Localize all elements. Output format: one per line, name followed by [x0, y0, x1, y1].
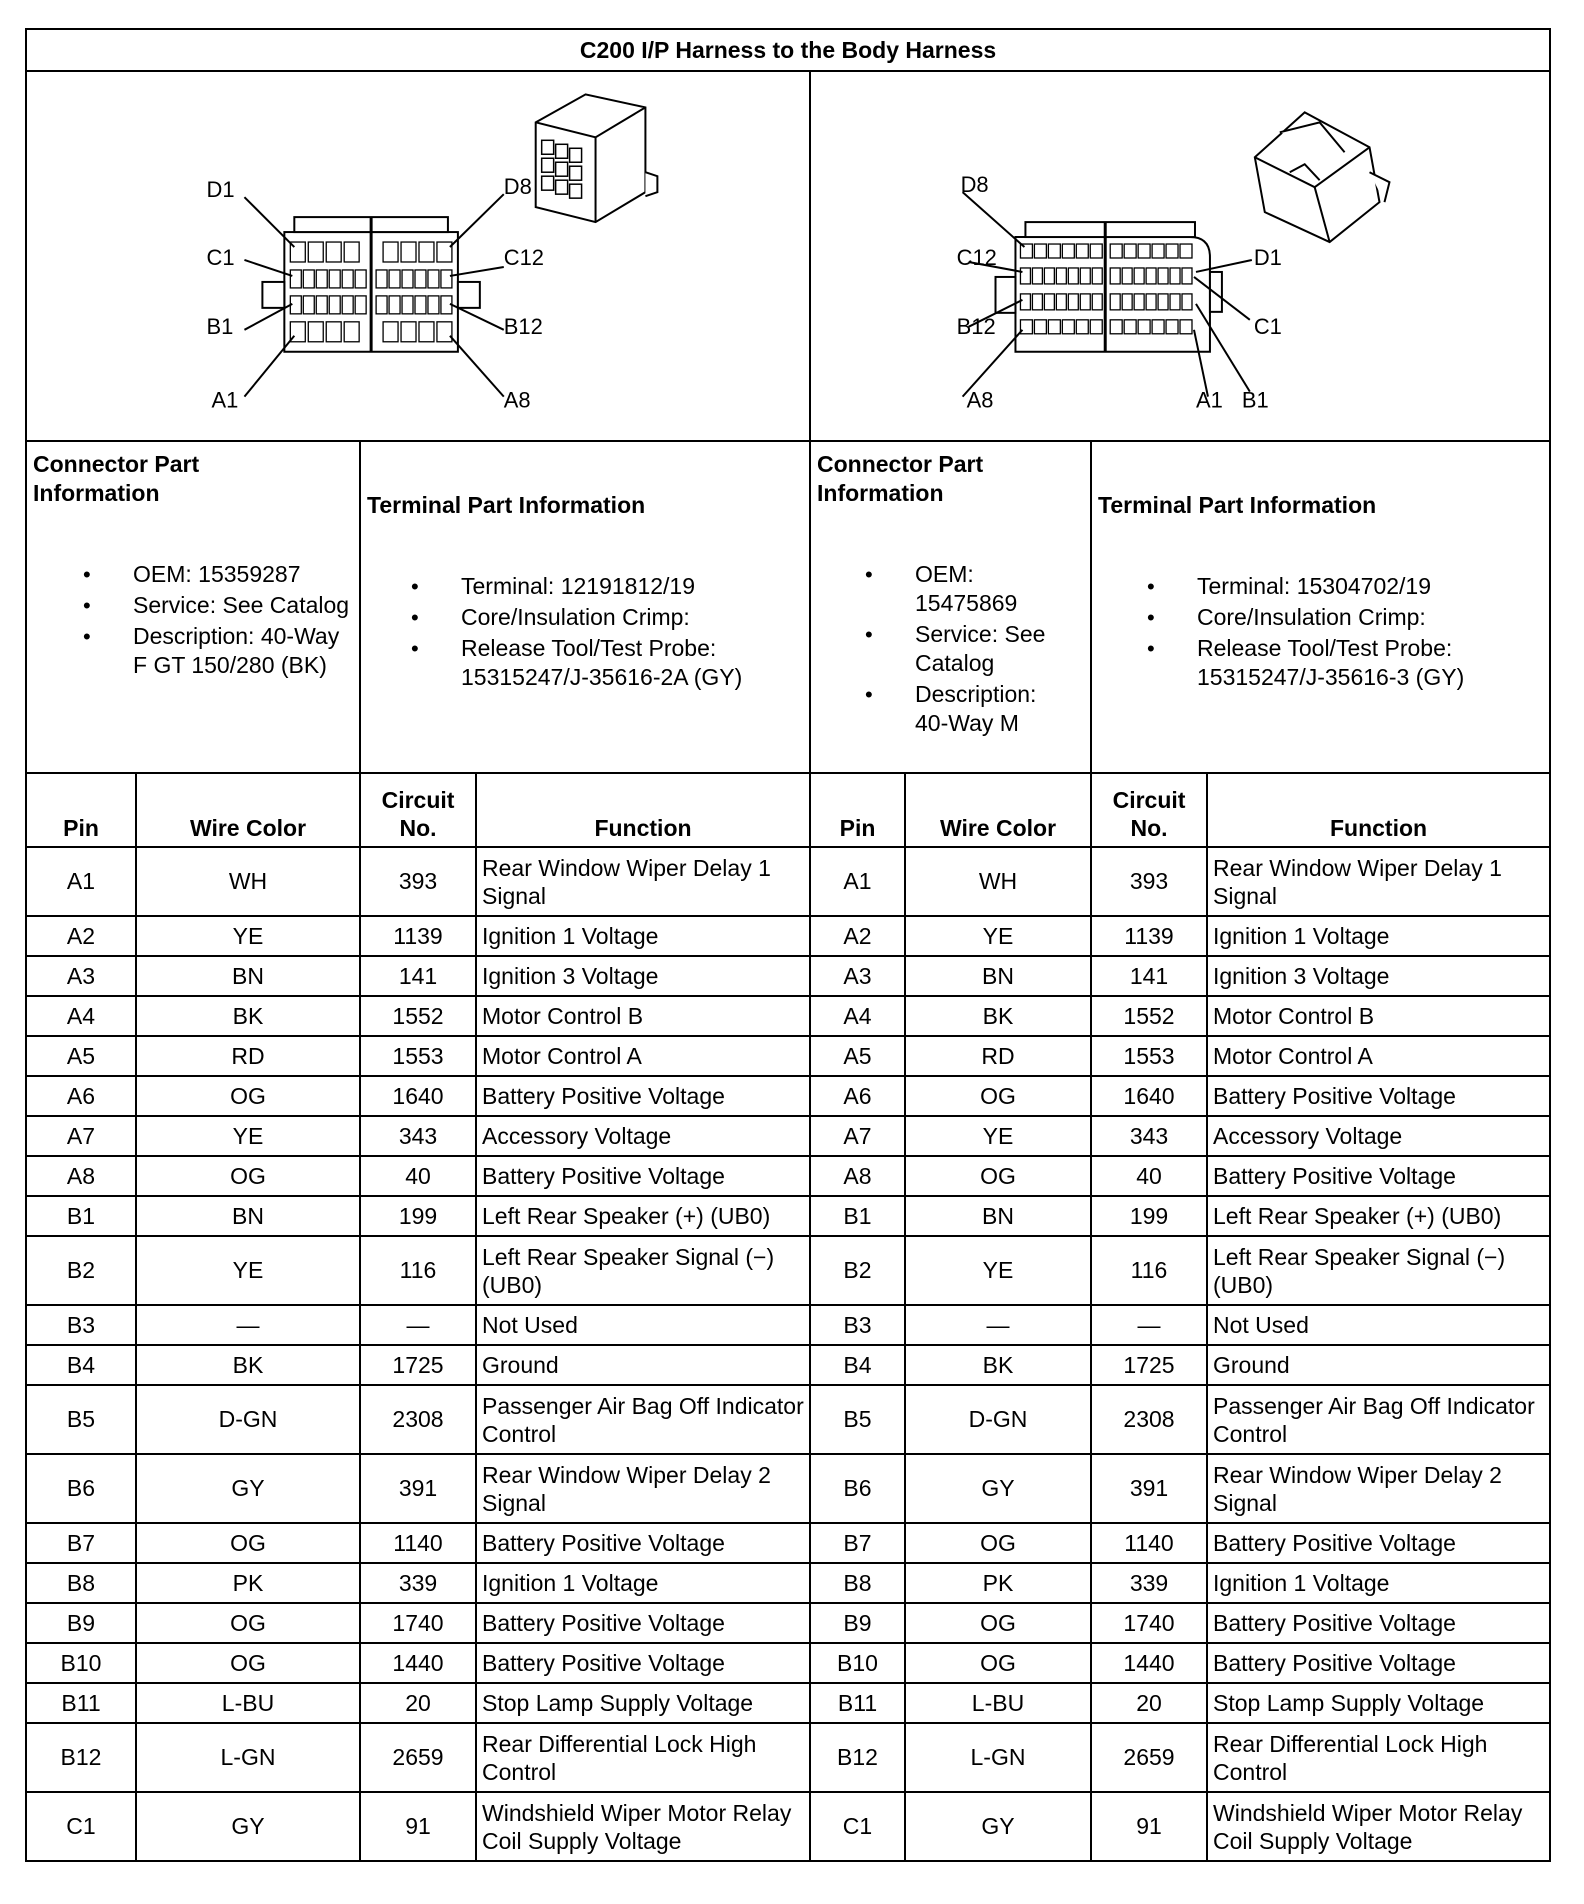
circuit-cell: 1725: [1091, 1345, 1207, 1385]
col-header-pin: Pin: [810, 773, 905, 847]
wire-color-cell: BK: [136, 1345, 360, 1385]
circuit-cell: 91: [1091, 1792, 1207, 1861]
table-row: [26, 1156, 1550, 1196]
pin-label: A1: [211, 387, 239, 413]
pin-cell: B10: [810, 1643, 905, 1683]
wire-color-cell: OG: [136, 1643, 360, 1683]
circuit-cell: 91: [360, 1792, 476, 1861]
table-row: [26, 847, 1550, 916]
pin-cell: B11: [26, 1683, 136, 1723]
pin-cell: B12: [26, 1723, 136, 1792]
table-row: [26, 956, 1550, 996]
circuit-cell: 1139: [360, 916, 476, 956]
wire-color-cell: L-BU: [905, 1683, 1091, 1723]
function-cell: Battery Positive Voltage: [476, 1603, 810, 1643]
circuit-cell: 1140: [1091, 1523, 1207, 1563]
pin-cell: B7: [810, 1523, 905, 1563]
function-cell: Battery Positive Voltage: [1207, 1076, 1550, 1116]
function-cell: Motor Control B: [476, 996, 810, 1036]
pin-cell: B3: [810, 1305, 905, 1345]
circuit-cell: 1553: [360, 1036, 476, 1076]
pin-label: A8: [503, 387, 531, 413]
pin-label: B12: [503, 313, 543, 339]
function-cell: Not Used: [476, 1305, 810, 1345]
wire-color-cell: WH: [905, 847, 1091, 916]
function-cell: Windshield Wiper Motor Relay Coil Supply Voltage: [1207, 1792, 1550, 1861]
pin-label: B1: [1241, 387, 1269, 413]
table-row: [26, 1345, 1550, 1385]
terminal-part-list: [1197, 572, 1537, 694]
terminal-part-heading: Terminal Part Information: [367, 492, 646, 518]
function-cell: Battery Positive Voltage: [476, 1076, 810, 1116]
right-connector-illustration: [811, 72, 1549, 440]
wire-color-cell: D-GN: [136, 1385, 360, 1454]
wire-color-cell: OG: [136, 1603, 360, 1643]
pin-cell: B5: [26, 1385, 136, 1454]
function-cell: Ground: [476, 1345, 810, 1385]
function-cell: Ground: [1207, 1345, 1550, 1385]
circuit-cell: 20: [1091, 1683, 1207, 1723]
wire-color-cell: OG: [905, 1076, 1091, 1116]
function-cell: Motor Control A: [476, 1036, 810, 1076]
wire-color-cell: WH: [136, 847, 360, 916]
wire-color-cell: PK: [136, 1563, 360, 1603]
wire-color-cell: BK: [905, 1345, 1091, 1385]
circuit-cell: 1140: [360, 1523, 476, 1563]
pin-label: D8: [503, 174, 532, 200]
circuit-cell: 339: [1091, 1563, 1207, 1603]
pin-cell: C1: [810, 1792, 905, 1861]
circuit-cell: 116: [1091, 1236, 1207, 1305]
pin-label: C12: [503, 244, 545, 270]
pin-cell: B9: [26, 1603, 136, 1643]
circuit-cell: 391: [1091, 1454, 1207, 1523]
circuit-cell: 1552: [1091, 996, 1207, 1036]
table-row: [26, 1116, 1550, 1156]
circuit-cell: 1440: [1091, 1643, 1207, 1683]
wire-color-cell: OG: [905, 1156, 1091, 1196]
function-cell: Passenger Air Bag Off Indicator Control: [476, 1385, 810, 1454]
list-item: • Service: See Catalog: [915, 620, 1065, 678]
list-item: • Service: See Catalog: [133, 591, 351, 620]
table-row: [26, 1563, 1550, 1603]
circuit-cell: 2308: [1091, 1385, 1207, 1454]
table-row: [26, 1236, 1550, 1305]
circuit-cell: 1440: [360, 1643, 476, 1683]
pin-cell: B8: [810, 1563, 905, 1603]
function-cell: Battery Positive Voltage: [1207, 1603, 1550, 1643]
right-connector-face: [996, 222, 1222, 352]
col-header-function: Function: [476, 773, 810, 847]
function-cell: Rear Window Wiper Delay 2 Signal: [476, 1454, 810, 1523]
wire-color-cell: BN: [905, 1196, 1091, 1236]
wire-color-cell: BN: [136, 956, 360, 996]
pin-cell: A1: [810, 847, 905, 916]
pin-cell: B11: [810, 1683, 905, 1723]
table-title: C200 I/P Harness to the Body Harness: [26, 29, 1550, 71]
table-row: [26, 1603, 1550, 1643]
wire-color-cell: RD: [136, 1036, 360, 1076]
table-row: [26, 1792, 1550, 1861]
pin-label: B12: [956, 313, 996, 339]
pin-cell: A4: [810, 996, 905, 1036]
function-cell: Ignition 3 Voltage: [1207, 956, 1550, 996]
wire-color-cell: OG: [905, 1603, 1091, 1643]
function-cell: Battery Positive Voltage: [476, 1523, 810, 1563]
circuit-cell: 393: [360, 847, 476, 916]
function-cell: Motor Control B: [1207, 996, 1550, 1036]
function-cell: Battery Positive Voltage: [476, 1156, 810, 1196]
circuit-cell: 343: [1091, 1116, 1207, 1156]
right-connector-3d-view: [1255, 112, 1390, 242]
wire-color-cell: YE: [136, 1116, 360, 1156]
table-row: [26, 1683, 1550, 1723]
wire-color-cell: BK: [136, 996, 360, 1036]
right-connector-part-info: [810, 441, 1091, 773]
function-cell: Left Rear Speaker Signal (−) (UB0): [1207, 1236, 1550, 1305]
function-cell: Left Rear Speaker (+) (UB0): [1207, 1196, 1550, 1236]
left-terminal-part-info: [360, 441, 810, 773]
wire-color-cell: D-GN: [905, 1385, 1091, 1454]
wire-color-cell: GY: [136, 1792, 360, 1861]
function-cell: Rear Differential Lock High Control: [1207, 1723, 1550, 1792]
right-terminal-part-info: [1091, 441, 1550, 773]
table-row: [26, 916, 1550, 956]
function-cell: Rear Window Wiper Delay 2 Signal: [1207, 1454, 1550, 1523]
wire-color-cell: YE: [905, 1236, 1091, 1305]
table-row: [26, 1454, 1550, 1523]
circuit-cell: 199: [1091, 1196, 1207, 1236]
right-connector-image-cell: [810, 71, 1550, 441]
col-header-wire-color: Wire Color: [905, 773, 1091, 847]
col-header-function: Function: [1207, 773, 1550, 847]
table-row: [26, 1305, 1550, 1345]
circuit-cell: 1740: [1091, 1603, 1207, 1643]
circuit-cell: 393: [1091, 847, 1207, 916]
list-item: • Terminal: 12191812/19: [461, 572, 801, 601]
function-cell: Battery Positive Voltage: [1207, 1156, 1550, 1196]
function-cell: Battery Positive Voltage: [1207, 1643, 1550, 1683]
pin-cell: A3: [26, 956, 136, 996]
pin-cell: A8: [26, 1156, 136, 1196]
pin-cell: B8: [26, 1563, 136, 1603]
wire-color-cell: OG: [136, 1156, 360, 1196]
pin-label: D8: [960, 172, 989, 198]
circuit-cell: 2308: [360, 1385, 476, 1454]
connector-part-heading: Connector Part Information: [33, 451, 200, 506]
connector-table: [25, 28, 1551, 1862]
pin-cell: A1: [26, 847, 136, 916]
wire-color-cell: YE: [136, 1236, 360, 1305]
function-cell: Battery Positive Voltage: [476, 1643, 810, 1683]
circuit-cell: 1553: [1091, 1036, 1207, 1076]
pin-cell: B7: [26, 1523, 136, 1563]
table-row: [26, 1723, 1550, 1792]
function-cell: Accessory Voltage: [476, 1116, 810, 1156]
pin-label: C1: [1253, 313, 1282, 339]
wire-color-cell: BK: [905, 996, 1091, 1036]
wire-color-cell: OG: [136, 1523, 360, 1563]
pin-cell: A2: [26, 916, 136, 956]
function-cell: Left Rear Speaker (+) (UB0): [476, 1196, 810, 1236]
pin-cell: A2: [810, 916, 905, 956]
pin-cell: B9: [810, 1603, 905, 1643]
pin-cell: B5: [810, 1385, 905, 1454]
pin-cell: A3: [810, 956, 905, 996]
circuit-cell: 199: [360, 1196, 476, 1236]
circuit-cell: 1139: [1091, 916, 1207, 956]
pin-label: A8: [966, 387, 994, 413]
wire-color-cell: OG: [136, 1076, 360, 1116]
function-cell: Accessory Voltage: [1207, 1116, 1550, 1156]
circuit-cell: 339: [360, 1563, 476, 1603]
list-item: • OEM: 15359287: [133, 560, 351, 589]
col-header-pin: Pin: [26, 773, 136, 847]
list-item: • Description: 40-Way F GT 150/280 (BK): [133, 622, 351, 680]
circuit-cell: 40: [1091, 1156, 1207, 1196]
table-row: [26, 1076, 1550, 1116]
circuit-cell: —: [1091, 1305, 1207, 1345]
terminal-part-list: [461, 572, 801, 694]
pin-label: C1: [206, 244, 235, 270]
wire-color-cell: GY: [905, 1454, 1091, 1523]
function-cell: Ignition 1 Voltage: [1207, 1563, 1550, 1603]
function-cell: Stop Lamp Supply Voltage: [476, 1683, 810, 1723]
wire-color-cell: L-GN: [905, 1723, 1091, 1792]
circuit-cell: 1640: [360, 1076, 476, 1116]
pin-cell: C1: [26, 1792, 136, 1861]
circuit-cell: 2659: [360, 1723, 476, 1792]
function-cell: Rear Window Wiper Delay 1 Signal: [1207, 847, 1550, 916]
wire-color-cell: OG: [905, 1523, 1091, 1563]
circuit-cell: 1640: [1091, 1076, 1207, 1116]
pin-cell: B10: [26, 1643, 136, 1683]
wire-color-cell: L-GN: [136, 1723, 360, 1792]
wire-color-cell: GY: [905, 1792, 1091, 1861]
terminal-part-heading: Terminal Part Information: [1098, 492, 1377, 518]
function-cell: Ignition 1 Voltage: [476, 916, 810, 956]
circuit-cell: 141: [360, 956, 476, 996]
function-cell: Rear Window Wiper Delay 1 Signal: [476, 847, 810, 916]
pin-cell: B4: [26, 1345, 136, 1385]
circuit-cell: 40: [360, 1156, 476, 1196]
left-connector-image-cell: [26, 71, 810, 441]
pin-cell: A6: [810, 1076, 905, 1116]
list-item: • Description: 40-Way M: [915, 680, 1065, 738]
wire-color-cell: —: [905, 1305, 1091, 1345]
pin-cell: B6: [26, 1454, 136, 1523]
pin-cell: B4: [810, 1345, 905, 1385]
circuit-cell: 1552: [360, 996, 476, 1036]
wire-color-cell: —: [136, 1305, 360, 1345]
list-item: • Terminal: 15304702/19: [1197, 572, 1537, 601]
function-cell: Rear Differential Lock High Control: [476, 1723, 810, 1792]
function-cell: Motor Control A: [1207, 1036, 1550, 1076]
table-row: [26, 1385, 1550, 1454]
left-connector-face: [262, 217, 479, 352]
left-connector-part-info: [26, 441, 360, 773]
pin-cell: B3: [26, 1305, 136, 1345]
list-item: • Release Tool/Test Probe: 15315247/J-35616-3 (GY): [1197, 634, 1537, 692]
col-header-wire-color: Wire Color: [136, 773, 360, 847]
left-connector-illustration: [27, 72, 809, 440]
list-item: • OEM: 15475869: [915, 560, 1065, 618]
circuit-cell: 1725: [360, 1345, 476, 1385]
wire-color-cell: L-BU: [136, 1683, 360, 1723]
wire-color-cell: PK: [905, 1563, 1091, 1603]
pin-cell: B1: [810, 1196, 905, 1236]
pin-cell: A4: [26, 996, 136, 1036]
function-cell: Not Used: [1207, 1305, 1550, 1345]
pin-rows: [26, 847, 1550, 1861]
circuit-cell: 1740: [360, 1603, 476, 1643]
function-cell: Ignition 1 Voltage: [1207, 916, 1550, 956]
col-header-circuit-no: Circuit No.: [1091, 773, 1207, 847]
table-row: [26, 1643, 1550, 1683]
connector-part-heading: Connector Part Information: [817, 451, 984, 506]
list-item: • Core/Insulation Crimp:: [461, 603, 801, 632]
wire-color-cell: YE: [905, 916, 1091, 956]
circuit-cell: 2659: [1091, 1723, 1207, 1792]
left-connector-3d-view: [536, 94, 658, 222]
pin-cell: A5: [810, 1036, 905, 1076]
circuit-cell: —: [360, 1305, 476, 1345]
wire-color-cell: YE: [136, 916, 360, 956]
list-item: • Core/Insulation Crimp:: [1197, 603, 1537, 632]
pin-cell: B1: [26, 1196, 136, 1236]
pin-label: B1: [206, 313, 234, 339]
circuit-cell: 343: [360, 1116, 476, 1156]
circuit-cell: 20: [360, 1683, 476, 1723]
pin-label: D1: [206, 177, 235, 203]
pin-cell: A5: [26, 1036, 136, 1076]
wire-color-cell: GY: [136, 1454, 360, 1523]
connector-part-list: [915, 560, 1065, 740]
function-cell: Passenger Air Bag Off Indicator Control: [1207, 1385, 1550, 1454]
pin-cell: A6: [26, 1076, 136, 1116]
col-header-circuit-no: Circuit No.: [360, 773, 476, 847]
function-cell: Battery Positive Voltage: [1207, 1523, 1550, 1563]
pin-cell: A7: [26, 1116, 136, 1156]
function-cell: Ignition 3 Voltage: [476, 956, 810, 996]
circuit-cell: 116: [360, 1236, 476, 1305]
pin-cell: A7: [810, 1116, 905, 1156]
table-row: [26, 996, 1550, 1036]
wire-color-cell: BN: [136, 1196, 360, 1236]
wire-color-cell: RD: [905, 1036, 1091, 1076]
function-cell: Windshield Wiper Motor Relay Coil Supply Voltage: [476, 1792, 810, 1861]
pin-cell: B2: [26, 1236, 136, 1305]
list-item: • Release Tool/Test Probe: 15315247/J-35616-2A (GY): [461, 634, 801, 692]
pin-cell: B12: [810, 1723, 905, 1792]
column-header-row: [26, 773, 1550, 847]
circuit-cell: 141: [1091, 956, 1207, 996]
table-row: [26, 1523, 1550, 1563]
connector-part-list: [133, 560, 351, 682]
wire-color-cell: YE: [905, 1116, 1091, 1156]
circuit-cell: 391: [360, 1454, 476, 1523]
pin-label: A1: [1195, 387, 1223, 413]
pin-cell: B6: [810, 1454, 905, 1523]
wire-color-cell: OG: [905, 1643, 1091, 1683]
table-row: [26, 1196, 1550, 1236]
wire-color-cell: BN: [905, 956, 1091, 996]
table-row: [26, 1036, 1550, 1076]
function-cell: Ignition 1 Voltage: [476, 1563, 810, 1603]
pin-label: C12: [956, 244, 997, 270]
function-cell: Left Rear Speaker Signal (−) (UB0): [476, 1236, 810, 1305]
pin-label: D1: [1253, 244, 1282, 270]
pin-cell: A8: [810, 1156, 905, 1196]
function-cell: Stop Lamp Supply Voltage: [1207, 1683, 1550, 1723]
pin-cell: B2: [810, 1236, 905, 1305]
